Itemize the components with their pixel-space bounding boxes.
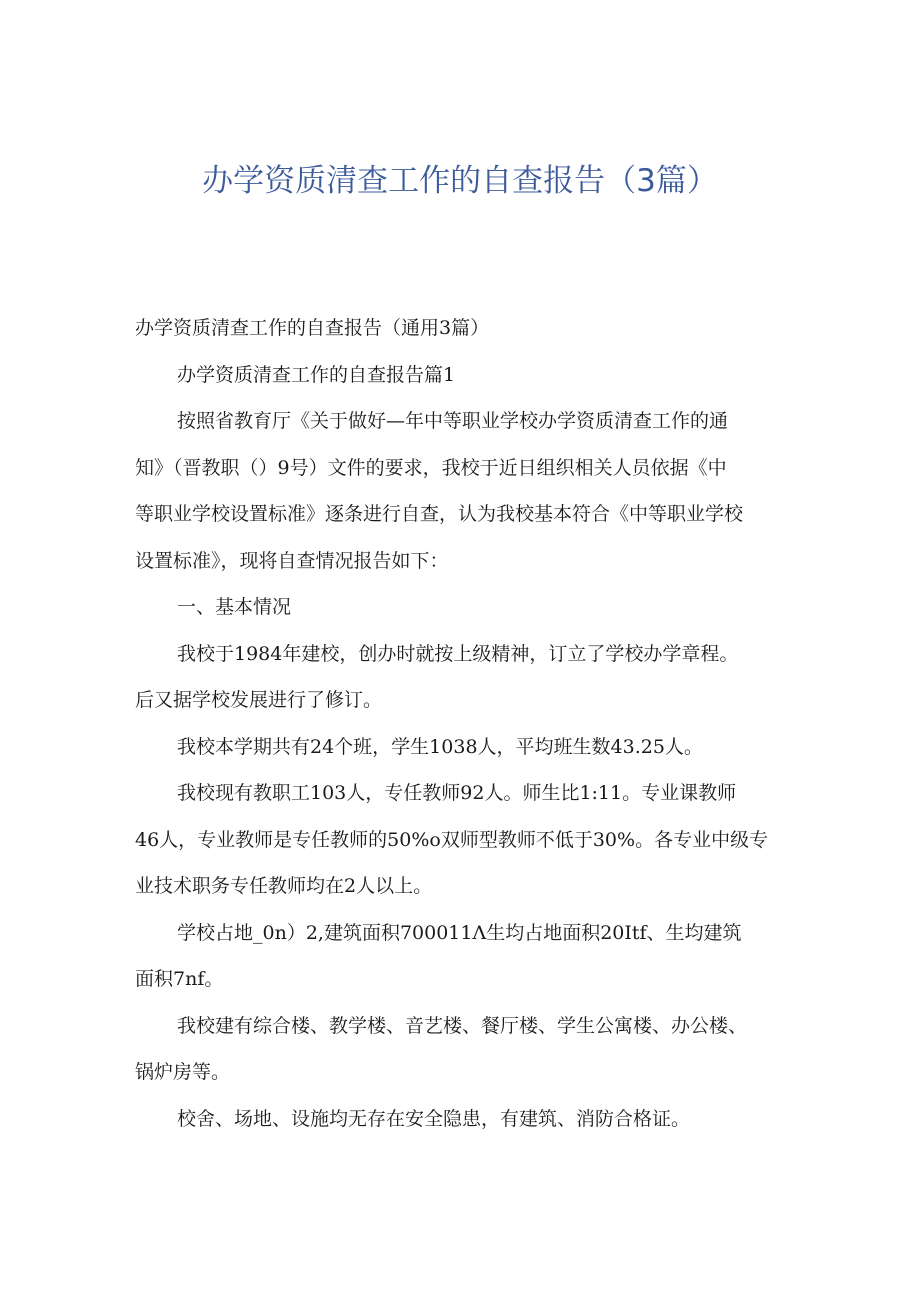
section-heading: 一、基本情况 <box>177 596 292 618</box>
paragraph-line: 校舍、场地、设施均无存在安全隐患，有建筑、消防合格证。 <box>177 1107 691 1130</box>
paragraph-line: 我校建有综合楼、教学楼、音艺楼、餐厅楼、学生公寓楼、办公楼、 <box>177 1014 748 1037</box>
paragraph-line: 后又据学校发展进行了修订。 <box>135 689 383 711</box>
paragraph-line: 面积7nf。 <box>135 968 224 990</box>
paragraph-line: 知》（晋教职（）9号）文件的要求，我校于近日组织相关人员依据《中 <box>135 456 727 479</box>
paragraph-line: 锅炉房等。 <box>135 1061 231 1083</box>
paragraph-line: 办学资质清查工作的自查报告篇1 <box>177 363 456 386</box>
paragraph-line: 我校本学期共有24个班，学生1038人，平均班生数43.25人。 <box>177 735 703 758</box>
paragraph-line: 学校占地_0n）2,建筑面积700011Λ生均占地面积20Itf、生均建筑 <box>177 921 742 944</box>
paragraph-line: 办学资质清查工作的自查报告（通用3篇） <box>135 317 490 339</box>
paragraph-line: 等职业学校设置标准》逐条进行自查，认为我校基本符合《中等职业学校 <box>135 503 744 525</box>
paragraph-line: 46人，专业教师是专任教师的50%o双师型教师不低于30%。各专业中级专 <box>135 828 769 851</box>
document-body <box>135 305 795 1142</box>
paragraph-line: 设置标准》，现将自查情况报告如下： <box>135 549 449 572</box>
paragraph-line: 我校现有教职工103人，专任教师92人。师生比1:11。专业课教师 <box>177 782 737 804</box>
document-title: 办学资质清查工作的自查报告（3篇） <box>202 163 718 199</box>
paragraph-line: 业技术职务专任教师均在2人以上。 <box>135 875 433 897</box>
paragraph-line: 按照省教育厅《关于做好—年中等职业学校办学资质清查工作的通 <box>177 410 729 432</box>
paragraph-line: 我校于1984年建校，创办时就按上级精神，订立了学校办学章程。 <box>177 642 739 665</box>
